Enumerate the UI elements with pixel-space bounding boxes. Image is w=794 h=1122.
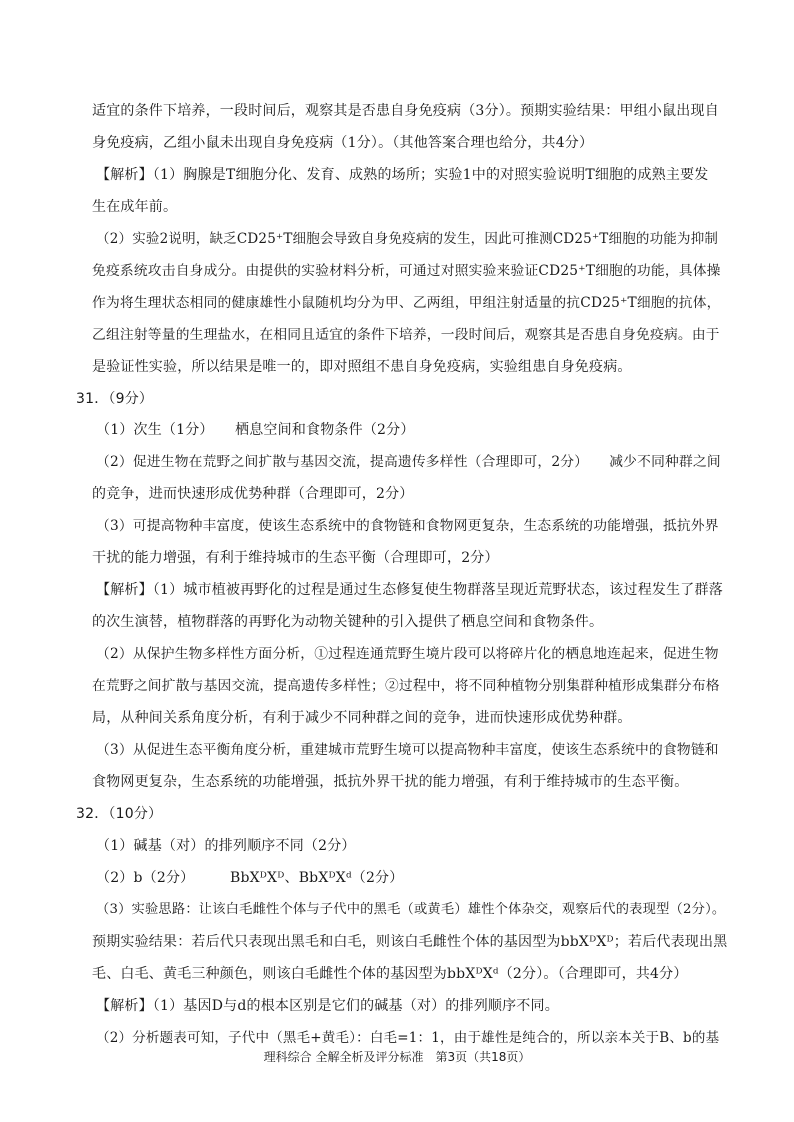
text-line: 预期实验结果：若后代只表现出黑毛和白毛，则该白毛雌性个体的基因型为bbXᴰXᴰ；若后代表现出黑: [92, 934, 728, 950]
text-line: 局，从种间关系角度分析，有利于减少不同种群之间的竞争，进而快速形成优势种群。: [92, 710, 632, 726]
question-number: 32．（10分）: [76, 806, 163, 822]
text-line: （2）促进生物在荒野之间扩散与基因交流，提高遗传多样性（合理即可，2分） 减少不同种群之间: [96, 454, 721, 470]
text-line: 是验证性实验，所以结果是唯一的，即对照组不患自身免疫病，实验组患自身免疫病。: [92, 359, 632, 375]
text-line: （2）分析题表可知，子代中（黑毛+黄毛）：白毛=1：1，由于雄性是纯合的，所以亲本关于B、b的基: [96, 1030, 720, 1046]
text-line: （3）可提高物种丰富度，使该生态系统中的食物链和食物网更复杂，生态系统的功能增强，抵抗外界: [96, 518, 719, 534]
text-line: （3）从促进生态平衡角度分析，重建城市荒野生境可以提高物种丰富度，使该生态系统中的食物链和: [96, 742, 719, 758]
text-line: （1）碱基（对）的排列顺序不同（2分）: [96, 838, 356, 854]
text-line: 身免疫病，乙组小鼠未出现自身免疫病（1分）。（其他答案合理也给分，共4分）: [92, 135, 594, 151]
text-line: （1）次生（1分） 栖息空间和食物条件（2分）: [96, 422, 415, 438]
text-line: 【解析】（1）城市植被再野化的过程是通过生态修复使生物群落呈现近荒野状态，该过程发生了群落: [96, 582, 723, 598]
text-line: 【解析】（1）胸腺是T细胞分化、发育、成熟的场所；实验1中的对照实验说明T细胞的成熟主要发: [96, 167, 709, 183]
text-line: 毛、白毛、黄毛三种颜色，则该白毛雌性个体的基因型为bbXᴰXᵈ（2分）。（合理即可，共4分）: [92, 966, 688, 982]
text-line: 的竞争，进而快速形成优势种群（合理即可，2分）: [92, 486, 414, 502]
text-line: 【解析】（1）基因D与d的根本区别是它们的碱基（对）的排列顺序不同。: [96, 998, 559, 1014]
text-line: 在荒野之间扩散与基因交流，提高遗传多样性；②过程中，将不同种植物分别集群种植形成集群分布格: [92, 678, 720, 694]
text-line: （2）实验2说明，缺乏CD25⁺T细胞会导致自身免疫病的发生，因此可推测CD25⁺T细胞的功能为抑制: [96, 231, 719, 247]
text-line: 免疫系统攻击自身成分。由提供的实验材料分析，可通过对照实验来验证CD25⁺T细胞的功能，具体操: [92, 263, 721, 279]
text-line: 干扰的能力增强，有利于维持城市的生态平衡（合理即可，2分）: [92, 550, 499, 566]
question-number: 31．（9分）: [76, 391, 154, 407]
text-line: 生在成年前。: [92, 199, 178, 215]
page-footer: 理科综合 全解全析及评分标准 第3页（共18页）: [263, 1050, 531, 1064]
text-line: （2）从保护生物多样性方面分析，①过程连通荒野生境片段可以将碎片化的栖息地连起来，促进生物: [96, 646, 719, 662]
text-line: 作为将生理状态相同的健康雄性小鼠随机均分为甲、乙两组，甲组注射适量的抗CD25⁺T细胞的抗体，: [92, 295, 721, 311]
text-line: （3）实验思路：让该白毛雌性个体与子代中的黑毛（或黄毛）雄性个体杂交，观察后代的表现型（2分）。: [96, 902, 726, 917]
text-line: 的次生演替，植物群落的再野化为动物关键种的引入提供了栖息空间和食物条件。: [92, 614, 604, 630]
text-line: （2）b（2分） BbXᴰXᴰ、BbXᴰXᵈ（2分）: [96, 870, 404, 886]
text-line: 食物网更复杂，生态系统的功能增强，抵抗外界干扰的能力增强，有利于维持城市的生态平衡。: [92, 774, 689, 790]
text-line: 乙组注射等量的生理盐水，在相同且适宜的条件下培养，一段时间后，观察其是否患自身免疫病。由于: [92, 327, 720, 343]
text-line: 适宜的条件下培养，一段时间后，观察其是否患自身免疫病（3分）。预期实验结果：甲组小鼠出现自: [92, 103, 719, 119]
